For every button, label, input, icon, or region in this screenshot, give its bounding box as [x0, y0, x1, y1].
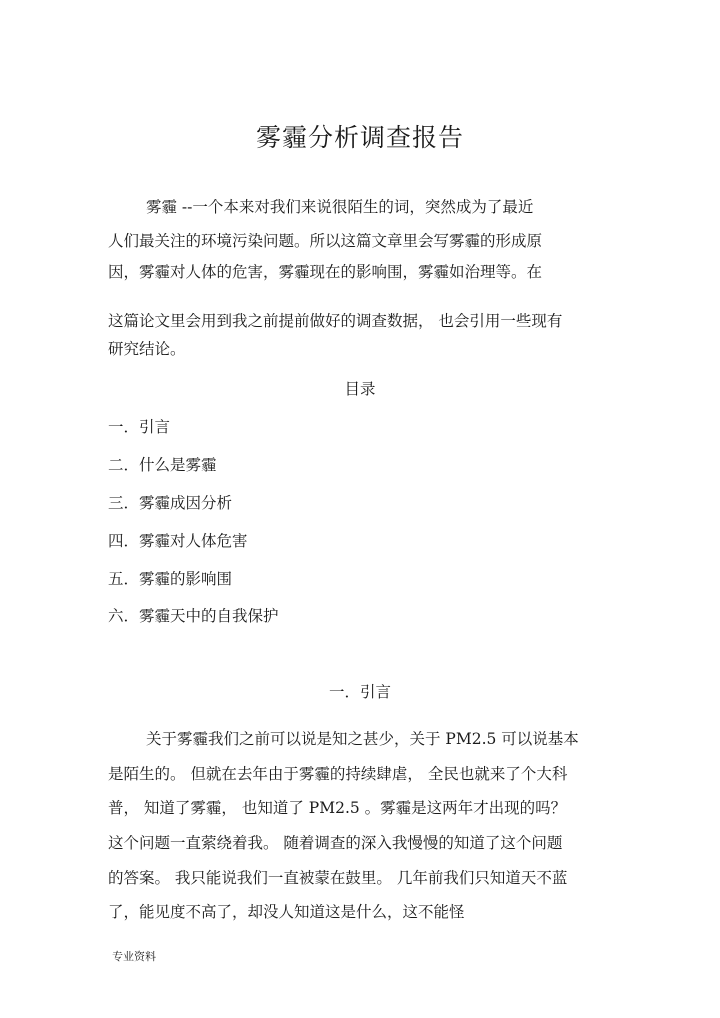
intro-line: 人们最关注的环境污染问题。所以这篇文章里会写雾霾的形成原 — [108, 232, 543, 250]
body-line: 普， 知道了雾霾， 也知道了 PM2.5 。雾霾是这两年才出现的吗？ — [108, 799, 567, 817]
intro-line: 因，雾霾对人体的危害，雾霾现在的影响围，雾霾如治理等。在 — [108, 263, 543, 281]
body-line: 了，能见度不高了，却没人知道这是什么，这不能怪 — [108, 903, 465, 921]
body-line: 关于雾霾我们之前可以说是知之甚少，关于 PM2.5 可以说基本 — [146, 730, 579, 748]
intro-line: 研究结论。 — [108, 340, 186, 358]
footer-label: 专业资料 — [112, 950, 156, 963]
toc-heading: 目录 — [344, 380, 376, 398]
toc-item: 二．什么是雾霾 — [108, 456, 217, 474]
toc-item: 五．雾霾的影响围 — [108, 570, 233, 588]
toc-item: 一．引言 — [108, 418, 171, 436]
intro-line: 雾霾 --一个本来对我们来说很陌生的词，突然成为了最近 — [146, 198, 534, 216]
toc-item: 四．雾霾对人体危害 — [108, 532, 248, 550]
body-line: 的答案。 我只能说我们一直被蒙在鼓里。 几年前我们只知道天不蓝 — [108, 869, 568, 887]
document-title: 雾霾分析调查报告 — [255, 123, 464, 152]
toc-item: 三．雾霾成因分析 — [108, 494, 233, 512]
section-heading: 一．引言 — [328, 683, 391, 701]
toc-item: 六．雾霾天中的自我保护 — [108, 607, 279, 625]
body-line: 这个问题一直萦绕着我。 随着调查的深入我慢慢的知道了这个问题 — [108, 834, 563, 852]
body-line: 是陌生的。 但就在去年由于雾霾的持续肆虐， 全民也就来了个大科 — [108, 765, 568, 783]
intro-line: 这篇论文里会用到我之前提前做好的调查数据， 也会引用一些现有 — [108, 312, 563, 330]
